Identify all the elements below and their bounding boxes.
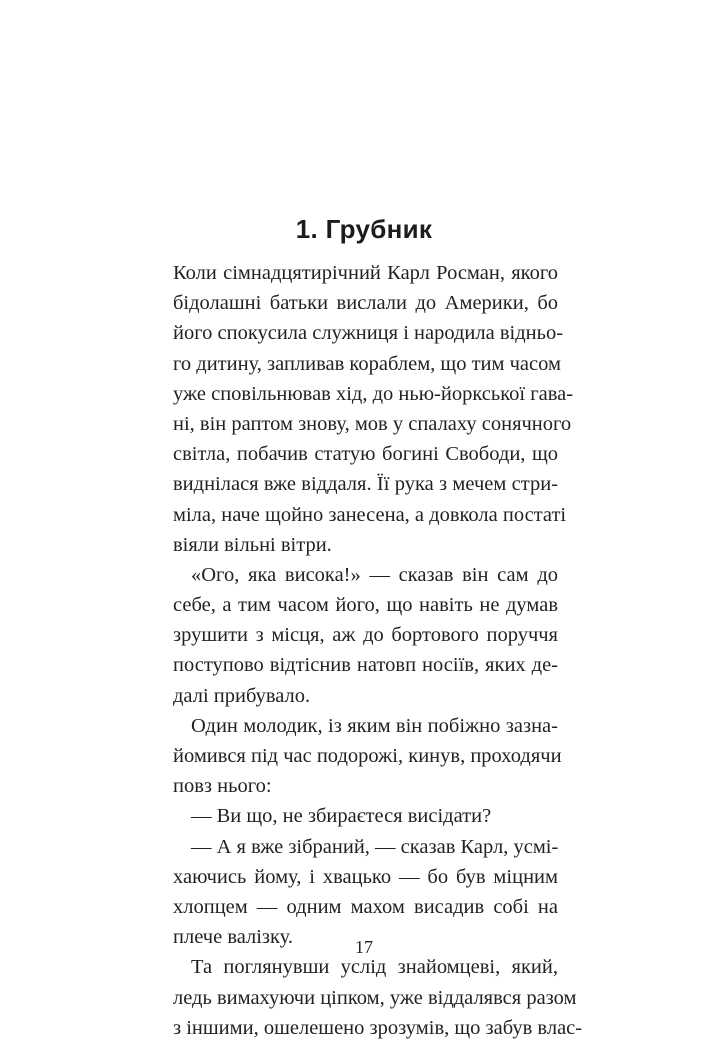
- text-line: світла, побачив статую богині Свободи, що: [173, 443, 558, 466]
- text-line: себе, а тим часом його, що навіть не думав: [173, 594, 558, 617]
- text-line: хлопцем — одним махом висадив собі на: [173, 895, 558, 918]
- text-line: «Ого, яка висока!» — сказав він сам до: [191, 563, 558, 586]
- text-line: з іншими, ошелешено зрозумів, що забув влас-: [173, 1016, 583, 1039]
- text-line: ні, він раптом знову, мов у спалаху сонячного: [173, 412, 572, 435]
- text-line: його спокусила служниця і народила відньо-: [173, 322, 564, 345]
- text-line: Та поглянувши услід знайомцеві, який,: [191, 956, 558, 979]
- text-line: виднілася вже віддаля. Її рука з мечем стри-: [173, 473, 558, 496]
- text-line: йомився під час подорожі, кинув, проходячи: [173, 745, 562, 767]
- text-line: ледь вимахуючи ціпком, уже віддалявся разом: [173, 986, 577, 1009]
- text-line: далі прибувало.: [173, 684, 311, 707]
- text-line: поступово відтіснив натовп носіїв, яких де-: [173, 654, 558, 677]
- text-line: Коли сімнадцятирічний Карл Росман, якого: [173, 262, 558, 284]
- text-line: зрушити з місця, аж до бортового поруччя: [173, 624, 558, 647]
- text-line: повз нього:: [173, 775, 272, 798]
- chapter-body-text: [173, 258, 583, 1043]
- text-line: хаючись йому, і хвацько — бо був міцним: [173, 865, 558, 888]
- text-line: — Ви що, не збираєтеся висідати?: [191, 805, 492, 828]
- page-number: 17: [355, 937, 373, 957]
- chapter-title: 1. Грубник: [295, 214, 433, 244]
- text-line: бідолашні батьки вислали до Америки, бо: [173, 292, 558, 315]
- text-line: віяли вільні вітри.: [173, 533, 332, 556]
- text-line: уже сповільнював хід, до нью-йоркської гава-: [173, 382, 574, 405]
- text-line: — А я вже зібраний, — сказав Карл, усмі-: [191, 835, 559, 858]
- text-line: Один молодик, із яким він побіжно зазна-: [191, 714, 558, 737]
- text-line: міла, наче щойно занесена, а довкола постаті: [173, 503, 567, 526]
- text-line: плече валізку.: [173, 926, 294, 949]
- text-line: го дитину, запливав кораблем, що тим часом: [173, 352, 561, 375]
